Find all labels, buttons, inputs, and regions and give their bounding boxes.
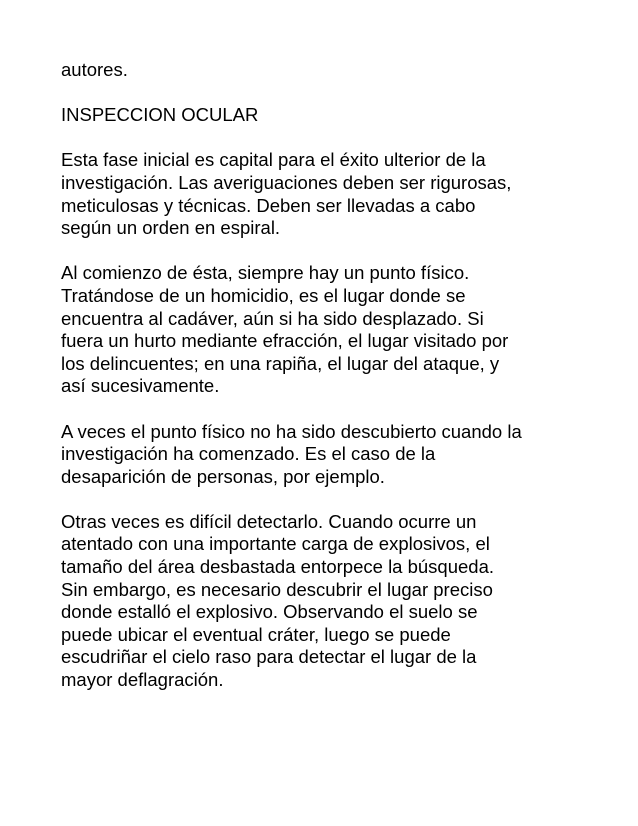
text-line: según un orden en espiral. xyxy=(61,217,281,239)
text-line: atentado con una importante carga de explosivos, el xyxy=(61,533,490,555)
paragraph-continuation xyxy=(61,59,601,82)
text-line: puede ubicar el eventual cráter, luego se puede xyxy=(61,623,451,645)
paragraph-initial-phase xyxy=(61,149,601,239)
text-line: A veces el punto físico no ha sido descubierto cuando la xyxy=(61,420,522,442)
text-line: donde estalló el explosivo. Observando el suelo se xyxy=(61,601,478,623)
text-line: mayor deflagración. xyxy=(61,669,224,691)
text-line: investigación ha comenzado. Es el caso de la xyxy=(61,443,436,465)
text-line: Sin embargo, es necesario descubrir el lugar preciso xyxy=(61,578,493,600)
text-line: autores. xyxy=(61,59,128,80)
paragraph-hard-to-detect xyxy=(61,511,601,692)
text-line: tamaño del área desbastada entorpece la búsqueda. xyxy=(61,556,495,578)
text-line: Esta fase inicial es capital para el éxito ulterior de la xyxy=(61,149,486,171)
text-line: Al comienzo de ésta, siempre hay un punto físico. xyxy=(61,262,470,284)
text-line: investigación. Las averiguaciones deben ser rigurosas, xyxy=(61,171,512,193)
text-line: desaparición de personas, por ejemplo. xyxy=(61,465,385,487)
paragraph-undiscovered-point xyxy=(61,421,601,489)
section-heading xyxy=(61,104,601,127)
text-line: escudriñar el cielo raso para detectar el lugar de la xyxy=(61,646,477,668)
document-page xyxy=(61,59,601,692)
text-line: los delincuentes; en una rapiña, el lugar del ataque, y xyxy=(61,352,500,374)
paragraph-physical-point xyxy=(61,262,601,398)
text-line: INSPECCION OCULAR xyxy=(61,104,259,126)
text-line: Tratándose de un homicidio, es el lugar donde se xyxy=(61,284,466,306)
text-line: fuera un hurto mediante efracción, el lugar visitado por xyxy=(61,330,509,352)
text-line: Otras veces es difícil detectarlo. Cuando ocurre un xyxy=(61,510,477,532)
text-line: meticulosas y técnicas. Deben ser llevadas a cabo xyxy=(61,194,476,216)
text-line: así sucesivamente. xyxy=(61,375,220,397)
text-line: encuentra al cadáver, aún si ha sido desplazado. Si xyxy=(61,307,484,329)
